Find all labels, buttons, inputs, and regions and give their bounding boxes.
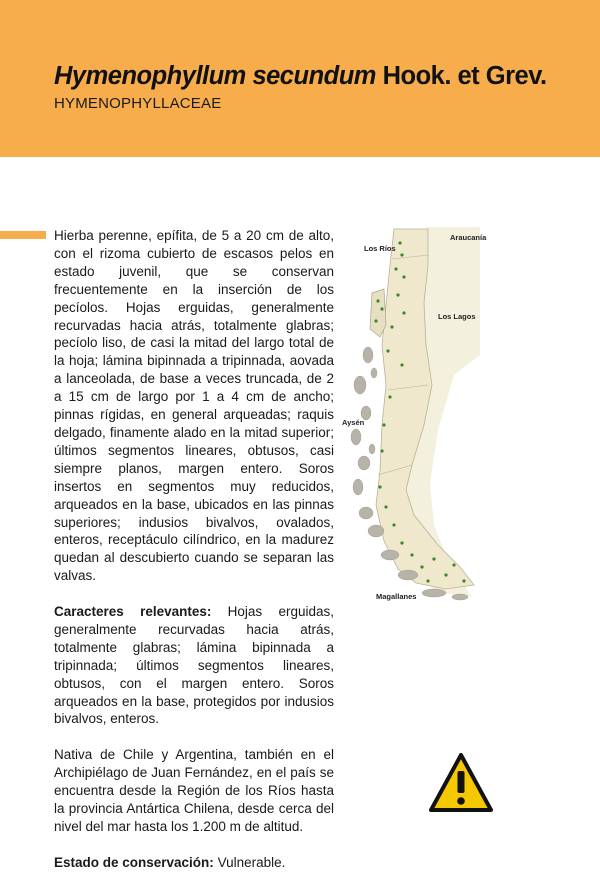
map-point bbox=[382, 423, 385, 426]
map-point bbox=[444, 573, 447, 576]
map-point bbox=[396, 293, 399, 296]
map-point bbox=[426, 579, 429, 582]
map-island bbox=[452, 594, 468, 600]
map-island bbox=[371, 368, 377, 378]
conservation-paragraph bbox=[54, 854, 334, 872]
species-name: Hymenophyllum secundum bbox=[54, 62, 376, 90]
map-point bbox=[388, 395, 391, 398]
map-label-los-rios: Los Ríos bbox=[364, 244, 396, 253]
warning-mark-dot bbox=[457, 797, 465, 805]
map-point bbox=[374, 319, 377, 322]
map-island bbox=[353, 479, 363, 495]
map-label-magallanes: Magallanes bbox=[376, 592, 417, 601]
map-point bbox=[432, 557, 435, 560]
map-point bbox=[400, 363, 403, 366]
relevant-characters-paragraph bbox=[54, 603, 334, 728]
map-point bbox=[386, 349, 389, 352]
map-island bbox=[363, 347, 373, 363]
map-island bbox=[354, 376, 366, 394]
map-point bbox=[420, 565, 423, 568]
map-point bbox=[462, 579, 465, 582]
map-island bbox=[422, 589, 446, 597]
map-label-aysen: Aysén bbox=[342, 418, 365, 427]
map-point bbox=[380, 449, 383, 452]
species-author: Hook. et Grev. bbox=[382, 62, 547, 90]
warning-mark-bar bbox=[458, 771, 465, 793]
map-island bbox=[368, 525, 384, 537]
map-point bbox=[410, 553, 413, 556]
map-point bbox=[378, 485, 381, 488]
family-name: HYMENOPHYLLACEAE bbox=[54, 95, 222, 112]
map-island bbox=[369, 444, 375, 454]
map-point bbox=[402, 311, 405, 314]
header-band bbox=[0, 0, 600, 157]
map-point bbox=[402, 275, 405, 278]
page-title bbox=[54, 62, 547, 91]
map-point bbox=[452, 563, 455, 566]
map-island-chiloe bbox=[370, 289, 386, 337]
map-label-araucania: Araucanía bbox=[450, 233, 487, 242]
map-point bbox=[376, 299, 379, 302]
relevant-text: Hojas erguidas, generalmente recurvadas hacia atrás, totalmente glabras; lámina bipinnada a tripinnada; últimos segmentos lineares, obtusos, con el margen entero. Soros arqueados en la base, protegidos por indusios bivalvos, enteros. bbox=[54, 604, 334, 727]
content-column bbox=[54, 227, 334, 889]
map-point bbox=[398, 241, 401, 244]
conservation-label: Estado de conservación: bbox=[54, 854, 214, 870]
relevant-label: Caracteres relevantes: bbox=[54, 604, 212, 620]
conservation-value: Vulnerable. bbox=[217, 854, 286, 870]
map-point bbox=[380, 307, 383, 310]
map-island bbox=[398, 570, 418, 580]
distribution-map bbox=[342, 225, 487, 605]
accent-bar bbox=[0, 231, 46, 239]
map-point bbox=[390, 325, 393, 328]
map-island bbox=[381, 550, 399, 560]
distribution-paragraph: Nativa de Chile y Argentina, también en el Archipiélago de Juan Fernández, en el país se encuentra desde la Región de los Ríos hasta la provincia Antártica Chilena, desde cerca del nivel del mar hasta los 1.200 m de altitud. bbox=[54, 747, 334, 834]
map-island bbox=[358, 456, 370, 470]
map-point bbox=[384, 505, 387, 508]
map-point bbox=[400, 253, 403, 256]
map-point bbox=[394, 267, 397, 270]
map-island bbox=[351, 429, 361, 445]
map-point bbox=[400, 541, 403, 544]
map-island bbox=[359, 507, 373, 519]
description-paragraph: Hierba perenne, epífita, de 5 a 20 cm de alto, con el rizoma cubierto de escasos pelos en estado juvenil, que se conservan frecuentemente en la inserción de los pecíolos. Hojas erguidas, generalmente recurvadas hacia atrás, totalmente glabras; pecíolo liso, de casi la mitad del largo total de la hoja; lámina bipinnada a tripinnada, aovada a lanceolada, de base a veces truncada, de 2 a 15 cm de largo por 1 a 4 cm de ancho; pinnas rígidas, en general arqueadas; raquis delgado, finamente alado en la mitad superior; últimos segmentos lineares, obtusos, casi siempre planos, margen entero. Soros insertos en segmentos muy reducidos, arqueados en la base, ubicados en las pinnas superiores; indusios bivalvos, ovalados, enteros, receptáculo cilíndrico, en la madurez quedan al descubierto cuando se separan las valvas. bbox=[54, 228, 334, 584]
map-point bbox=[392, 523, 395, 526]
map-label-los-lagos: Los Lagos bbox=[438, 312, 476, 321]
warning-icon bbox=[428, 752, 494, 812]
